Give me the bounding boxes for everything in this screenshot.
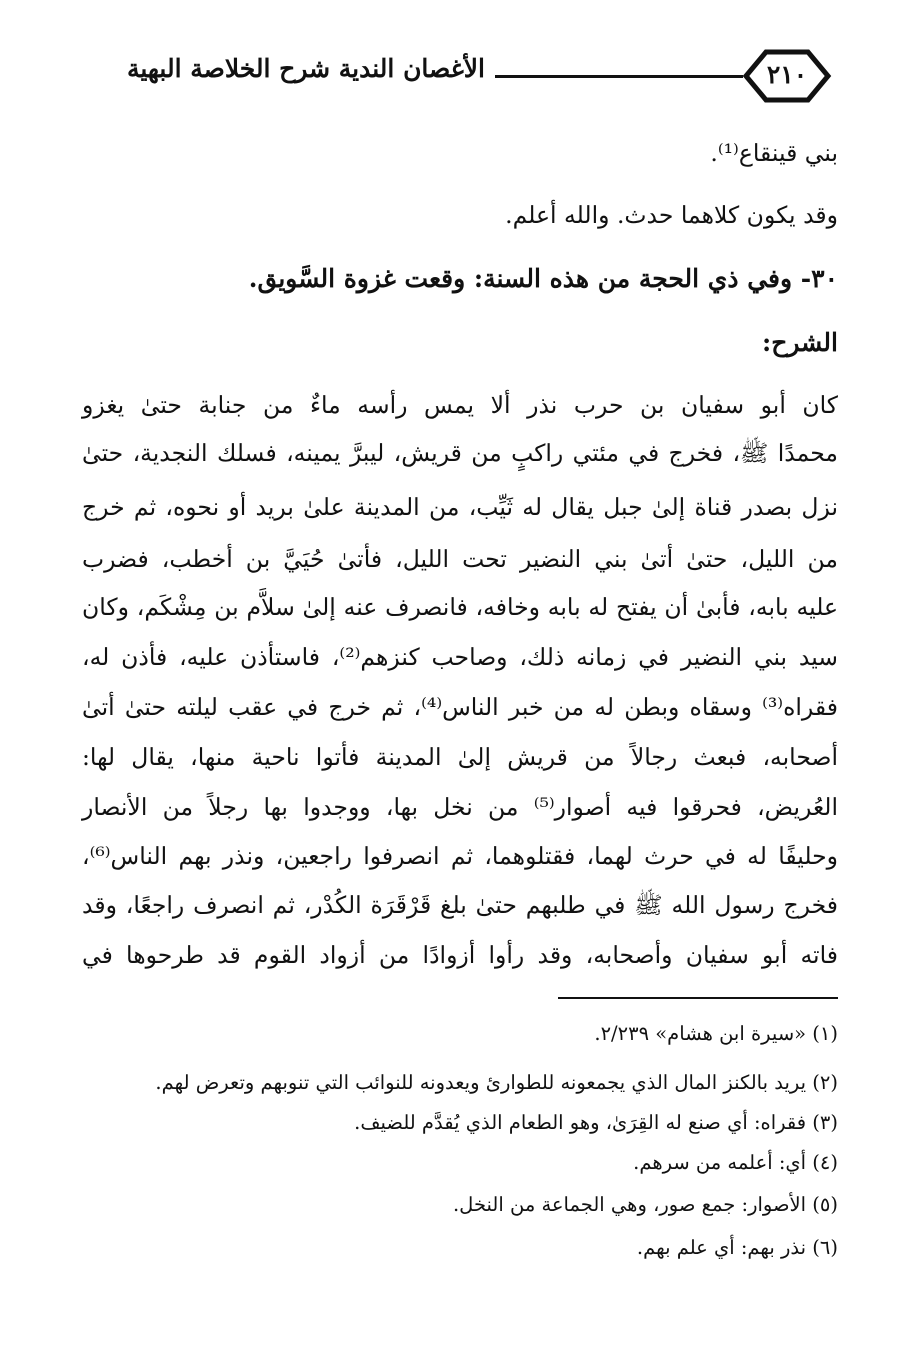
paragraph-line: من الليل، حتىٰ أتىٰ بني النضير تحت الليل، فأتىٰ حُيَيَّ بن أخطب، فضرب bbox=[82, 545, 838, 573]
paragraph-line: فقراه⁽³⁾ وسقاه وبطن له من خبر الناس⁽⁴⁾، ثم خرج في عقب ليلته حتىٰ أتىٰ bbox=[82, 693, 838, 721]
paragraph-line: أصحابه، فبعث رجالاً من قريش إلىٰ المدينة فأتوا ناحية منها، يقال لها: bbox=[82, 743, 838, 771]
paragraph-line: محمدًا ﷺ، فخرج في مئتي راكبٍ من قريش، ليبرَّ يمينه، فسلك النجدية، حتىٰ bbox=[82, 439, 838, 467]
page-number: ٢١٠ bbox=[766, 60, 808, 89]
footnote-3: (٣) فقراه: أي صنع له القِرَىٰ، وهو الطعام الذي يُقدَّم للضيف. bbox=[354, 1111, 838, 1134]
footnote-1: (١) «سيرة ابن هشام» ٢/٢٣٩. bbox=[594, 1022, 838, 1045]
paragraph-line: نزل بصدر قناة إلىٰ جبل يقال له ثَيِّب، من المدينة علىٰ بريد أو نحوه، ثم خرج bbox=[82, 493, 838, 521]
footnote-5: (٥) الأصوار: جمع صور، وهي الجماعة من النخل. bbox=[452, 1193, 838, 1216]
page-header bbox=[0, 40, 920, 120]
body-line-1: بني قينقاع⁽¹⁾. bbox=[710, 139, 838, 167]
sharh-label: الشرح: bbox=[761, 328, 838, 357]
running-title: الأغصان الندية شرح الخلاصة البهية bbox=[126, 54, 485, 83]
paragraph-line: كان أبو سفيان بن حرب نذر ألا يمس رأسه ماءٌ من جنابة حتىٰ يغزو bbox=[82, 391, 838, 419]
footnote-4: (٤) أي: أعلمه من سرهم. bbox=[633, 1151, 838, 1174]
paragraph-line: العُريض، فحرقوا فيه أصوار⁽⁵⁾ من نخل بها، ووجدوا بها رجلاً من الأنصار bbox=[82, 793, 838, 821]
body-line-2: وقد يكون كلاهما حدث. والله أعلم. bbox=[505, 201, 838, 229]
header-rule bbox=[495, 75, 743, 78]
paragraph-line: فاته أبو سفيان وأصحابه، وقد رأوا أزوادًا من أزواد القوم قد طرحوها في bbox=[82, 941, 838, 969]
paragraph-line: سيد بني النضير في زمانه ذلك، وصاحب كنزهم⁽²⁾، فاستأذن عليه، فأذن له، bbox=[82, 643, 838, 671]
footnote-6: (٦) نذر بهم: أي علم بهم. bbox=[636, 1236, 838, 1259]
section-heading: ٣٠- وفي ذي الحجة من هذه السنة: وقعت غزوة السَّويق. bbox=[248, 264, 838, 293]
footnote-rule bbox=[558, 997, 838, 999]
paragraph-line: وحليفًا له في حرث لهما، فقتلوهما، ثم انصرفوا راجعين، ونذر بهم الناس⁽⁶⁾، bbox=[82, 842, 838, 870]
paragraph-line: فخرج رسول الله ﷺ في طلبهم حتىٰ بلغ قَرْقَرَة الكُدْر، ثم انصرف راجعًا، وقد bbox=[82, 891, 838, 919]
paragraph-line: عليه بابه، فأبىٰ أن يفتح له بابه وخافه، فانصرف عنه إلىٰ سلاَّم بن مِشْكَم، وكان bbox=[82, 593, 838, 621]
footnote-2: (٢) يريد بالكنز المال الذي يجمعونه للطوارئ ويعدونه للنوائب التي تنوبهم وتعرض لهم. bbox=[155, 1071, 838, 1094]
